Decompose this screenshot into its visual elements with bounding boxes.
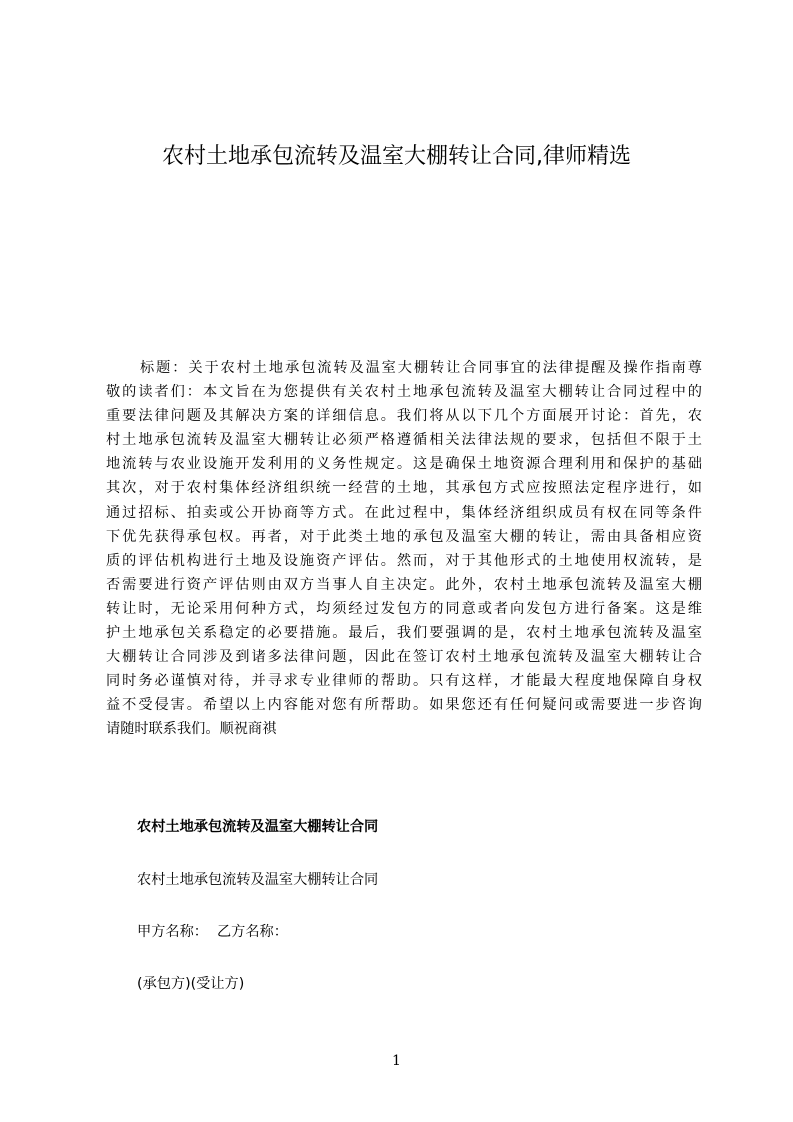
body-line: 村土地承包流转及温室大棚转让必须严格遵循相关法律法规的要求，包括但不限于土	[106, 432, 702, 449]
body-line: 转让时，无论采用何种方式，均须经过发包方的同意或者向发包方进行备案。这是维	[106, 600, 702, 617]
body-line: 大棚转让合同涉及到诸多法律问题，因此在签订农村土地承包流转及温室大棚转让合	[106, 649, 702, 666]
body-line: 下优先获得承包权。再者，对于此类土地的承包及温室大棚的转让，需由具备相应资	[106, 528, 702, 545]
body-line: 质的评估机构进行土地及设施资产评估。然而，对于其他形式的土地使用权流转，是	[106, 552, 702, 569]
body-line: 重要法律问题及其解决方案的详细信息。我们将从以下几个方面展开讨论：首先，农	[106, 408, 702, 425]
body-paragraph	[106, 356, 702, 742]
contract-title: 农村土地承包流转及温室大棚转让合同	[137, 872, 379, 888]
party-roles: (承包方)(受让方)	[137, 976, 245, 992]
document-title: 农村土地承包流转及温室大棚转让合同,律师精选	[162, 144, 631, 169]
party-names: 甲方名称： 乙方名称：	[137, 924, 288, 940]
body-line: 护土地承包关系稳定的必要措施。最后，我们要强调的是，农村土地承包流转及温室	[106, 625, 702, 642]
body-line: 请随时联系我们。顺祝商祺	[106, 721, 277, 738]
page-number: 1	[392, 1053, 401, 1069]
body-line: 其次，对于农村集体经济组织统一经营的土地，其承包方式应按照法定程序进行，如	[106, 480, 702, 497]
section-heading: 农村土地承包流转及温室大棚转让合同	[137, 819, 379, 835]
body-line: 地流转与农业设施开发利用的义务性规定。这是确保土地资源合理利用和保护的基础	[106, 456, 702, 473]
body-line: 否需要进行资产评估则由双方当事人自主决定。此外，农村土地承包流转及温室大棚	[106, 576, 702, 593]
body-line: 益不受侵害。希望以上内容能对您有所帮助。如果您还有任何疑问或需要进一步咨询	[106, 697, 702, 714]
body-line: 标题：关于农村土地承包流转及温室大棚转让合同事宜的法律提醒及操作指南尊	[140, 360, 702, 376]
body-line: 同时务必谨慎对待，并寻求专业律师的帮助。只有这样，才能最大程度地保障自身权	[106, 673, 702, 690]
body-line: 通过招标、拍卖或公开协商等方式。在此过程中，集体经济组织成员有权在同等条件	[106, 504, 702, 521]
body-line: 敬的读者们：本文旨在为您提供有关农村土地承包流转及温室大棚转让合同过程中的	[106, 384, 702, 401]
